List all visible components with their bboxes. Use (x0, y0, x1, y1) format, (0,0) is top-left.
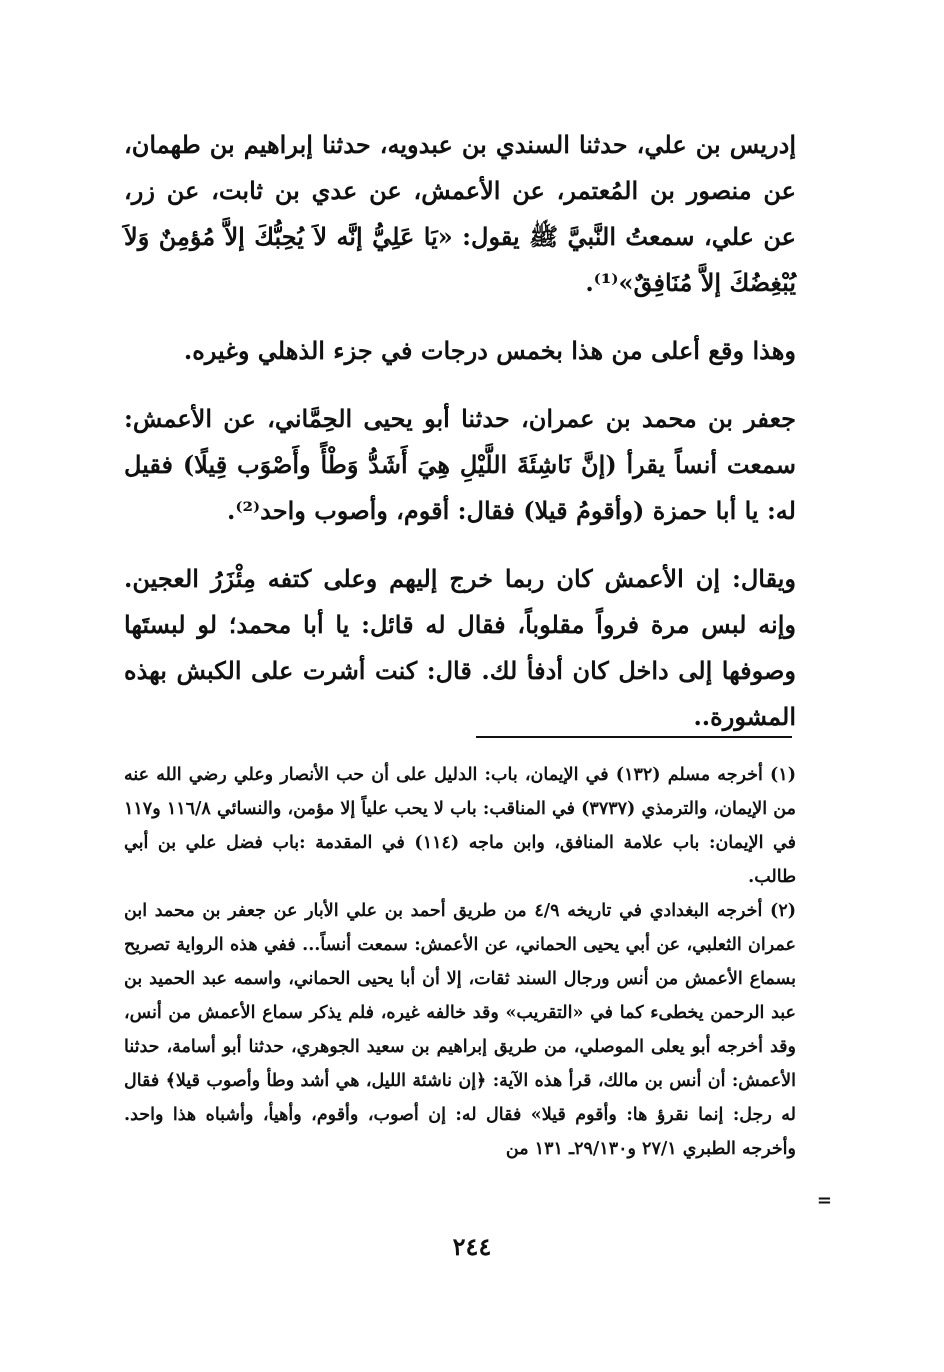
continuation-mark: = (816, 1190, 832, 1211)
footnote-1: (١) أخرجه مسلم (١٣٢) في الإيمان، باب: الدليل على أن حب الأنصار وعلي رضي الله عنه من الإيمان، والترمذي (٣٧٣٧) في المناقب: باب لا يحب علياً إلا مؤمن، والنسائي ١١٦/٨ و١١٧ في الإيمان: باب علامة المنافق، وابن ماجه (١١٤) في المقدمة :باب فضل علي بن أبي طالب. (124, 765, 796, 887)
main-text (124, 122, 796, 740)
footnote-divider (476, 736, 792, 738)
paragraph-2: وهذا وقع أعلى من هذا بخمس درجات في جزء الذهلي وغيره. (183, 336, 796, 365)
paragraph-4: ويقال: إن الأعمش كان ربما خرج إليهم وعلى كتفه مِئْزَرُ العجين. وإنه لبس مرة فرواً مقلوباً، فقال له قائل: يا أبا محمد؛ لو لبستَها وصوفها إلى داخل كان أدفأ لك. قال: كنت أشرت على الكبش بهذه المشورة.. (124, 564, 797, 731)
paragraph-3: جعفر بن محمد بن عمران، حدثنا أبو يحيى الحِمَّاني، عن الأعمش: سمعت أنساً يقرأ (إنَّ نَاشِئَةَ اللَّيْلِ هِيَ أَشَدُّ وَطْأً وأَصْوَب قِيلًا) فقيل له: يا أبا حمزة (وأقومُ قيلا) فقال: أقوم، وأصوب واحد⁽²⁾. (124, 404, 796, 525)
paragraph-1: إدريس بن علي، حدثنا السندي بن عبدويه، حدثنا إبراهيم بن طهمان، عن منصور بن المُعتمر، عن الأعمش، عن عدي بن ثابت، عن زر، عن علي، سمعتُ النَّبيَّ ﷺ يقول: «يَا عَلِيُّ إنَّه لاَ يُحِبُّكَ إلاَّ مُؤمِنٌ وَلاَ يُبْغِضُكَ إلاَّ مُنَافِقٌ»⁽¹⁾. (124, 130, 796, 297)
footnote-2: (٢) أخرجه البغدادي في تاريخه ٤/٩ من طريق أحمد بن علي الأبار عن جعفر بن محمد ابن عمران الثعلبي، عن أبي يحيى الحماني، عن الأعمش: سمعت أنساً... ففي هذه الرواية تصريح بسماع الأعمش من أنس ورجال السند ثقات، إلا أن أبا يحيى الحماني، واسمه عبد الحميد بن عبد الرحمن يخطىء كما في «التقريب» وقد خالفه غيره، فلم يذكر سماع الأعمش من أنس، وقد أخرجه أبو يعلى الموصلي، من طريق إبراهيم بن سعيد الجوهري، حدثنا أبو أسامة، حدثنا الأعمش: أن أنس بن مالك، قرأ هذه الآية: ﴿إن ناشئة الليل، هي أشد وطأ وأصوب قيلا﴾ فقال له رجل: إنما نقرؤ ها: وأقوم قيلا» فقال له: إن أصوب، وأقوم، وأهيأ، وأشباه هذا واحد. وأخرجه الطبري ٢٧/١ و٢٩/١٣٠ـ ١٣١ من (124, 901, 796, 1159)
page-number: ٢٤٤ (452, 1232, 492, 1261)
footnotes (124, 758, 796, 1166)
